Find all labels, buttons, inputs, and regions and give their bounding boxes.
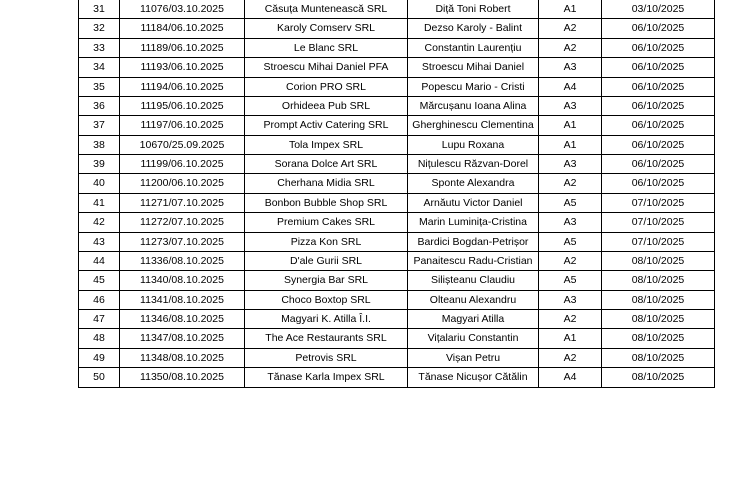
cell-code: A1 (539, 0, 602, 19)
cell-company: Choco Boxtop SRL (245, 290, 408, 309)
cell-code: A2 (539, 310, 602, 329)
cell-code: A5 (539, 271, 602, 290)
cell-date: 08/10/2025 (602, 329, 715, 348)
cell-company: Tola Impex SRL (245, 135, 408, 154)
table-row (79, 174, 715, 193)
table-row (79, 290, 715, 309)
table-row (79, 77, 715, 96)
cell-document: 11336/08.10.2025 (120, 251, 245, 270)
cell-person: Mărcușanu Ioana Alina (408, 96, 539, 115)
cell-company: Magyari K. Atilla Î.I. (245, 310, 408, 329)
cell-nr: 48 (79, 329, 120, 348)
cell-document: 10670/25.09.2025 (120, 135, 245, 154)
registry-table (78, 0, 715, 388)
table-row (79, 58, 715, 77)
cell-code: A3 (539, 213, 602, 232)
cell-person: Panaitescu Radu-Cristian (408, 251, 539, 270)
cell-nr: 49 (79, 348, 120, 367)
cell-document: 11341/08.10.2025 (120, 290, 245, 309)
table-row (79, 251, 715, 270)
cell-date: 06/10/2025 (602, 155, 715, 174)
table-row (79, 193, 715, 212)
table-row (79, 348, 715, 367)
cell-company: The Ace Restaurants SRL (245, 329, 408, 348)
cell-nr: 32 (79, 19, 120, 38)
cell-code: A2 (539, 38, 602, 57)
cell-company: Prompt Activ Catering SRL (245, 116, 408, 135)
cell-company: Synergia Bar SRL (245, 271, 408, 290)
cell-document: 11194/06.10.2025 (120, 77, 245, 96)
cell-document: 11271/07.10.2025 (120, 193, 245, 212)
cell-code: A2 (539, 19, 602, 38)
cell-person: Stroescu Mihai Daniel (408, 58, 539, 77)
cell-nr: 44 (79, 251, 120, 270)
cell-code: A3 (539, 96, 602, 115)
cell-document: 11197/06.10.2025 (120, 116, 245, 135)
cell-document: 11340/08.10.2025 (120, 271, 245, 290)
cell-person: Dezso Karoly - Balint (408, 19, 539, 38)
cell-person: Bardici Bogdan-Petrișor (408, 232, 539, 251)
cell-date: 03/10/2025 (602, 0, 715, 19)
cell-company: Sorana Dolce Art SRL (245, 155, 408, 174)
cell-document: 11273/07.10.2025 (120, 232, 245, 251)
cell-nr: 39 (79, 155, 120, 174)
table-row (79, 135, 715, 154)
cell-company: Corion PRO SRL (245, 77, 408, 96)
cell-company: Petrovis SRL (245, 348, 408, 367)
cell-code: A5 (539, 193, 602, 212)
cell-date: 08/10/2025 (602, 271, 715, 290)
cell-code: A4 (539, 368, 602, 387)
cell-person: Arnăutu Victor Daniel (408, 193, 539, 212)
cell-code: A2 (539, 174, 602, 193)
table-row (79, 213, 715, 232)
cell-person: Magyari Atilla (408, 310, 539, 329)
cell-person: Silișteanu Claudiu (408, 271, 539, 290)
cell-date: 07/10/2025 (602, 193, 715, 212)
table-row (79, 271, 715, 290)
cell-company: Căsuța Muntenească SRL (245, 0, 408, 19)
cell-code: A3 (539, 290, 602, 309)
table-row (79, 96, 715, 115)
table-row (79, 368, 715, 387)
cell-date: 08/10/2025 (602, 348, 715, 367)
cell-nr: 50 (79, 368, 120, 387)
cell-person: Tănase Nicușor Cătălin (408, 368, 539, 387)
cell-nr: 31 (79, 0, 120, 19)
cell-date: 08/10/2025 (602, 290, 715, 309)
cell-document: 11346/08.10.2025 (120, 310, 245, 329)
cell-company: Premium Cakes SRL (245, 213, 408, 232)
cell-person: Gherghinescu Clementina (408, 116, 539, 135)
cell-date: 06/10/2025 (602, 77, 715, 96)
cell-person: Marin Luminița-Cristina (408, 213, 539, 232)
cell-person: Popescu Mario - Cristi (408, 77, 539, 96)
cell-person: Lupu Roxana (408, 135, 539, 154)
cell-nr: 47 (79, 310, 120, 329)
cell-nr: 45 (79, 271, 120, 290)
cell-code: A3 (539, 58, 602, 77)
cell-person: Olteanu Alexandru (408, 290, 539, 309)
cell-company: Pizza Kon SRL (245, 232, 408, 251)
cell-code: A2 (539, 348, 602, 367)
cell-person: Vișan Petru (408, 348, 539, 367)
cell-nr: 46 (79, 290, 120, 309)
cell-nr: 37 (79, 116, 120, 135)
table-row (79, 0, 715, 19)
cell-code: A1 (539, 135, 602, 154)
cell-document: 11195/06.10.2025 (120, 96, 245, 115)
cell-document: 11189/06.10.2025 (120, 38, 245, 57)
cell-nr: 40 (79, 174, 120, 193)
table-row (79, 232, 715, 251)
cell-code: A1 (539, 116, 602, 135)
cell-document: 11347/08.10.2025 (120, 329, 245, 348)
cell-company: Karoly Comserv SRL (245, 19, 408, 38)
cell-nr: 43 (79, 232, 120, 251)
cell-code: A2 (539, 251, 602, 270)
cell-company: Stroescu Mihai Daniel PFA (245, 58, 408, 77)
cell-person: Vițalariu Constantin (408, 329, 539, 348)
cell-document: 11348/08.10.2025 (120, 348, 245, 367)
cell-nr: 33 (79, 38, 120, 57)
cell-date: 06/10/2025 (602, 19, 715, 38)
cell-nr: 36 (79, 96, 120, 115)
cell-date: 06/10/2025 (602, 135, 715, 154)
cell-code: A4 (539, 77, 602, 96)
cell-document: 11184/06.10.2025 (120, 19, 245, 38)
cell-date: 06/10/2025 (602, 38, 715, 57)
cell-document: 11076/03.10.2025 (120, 0, 245, 19)
table-row (79, 329, 715, 348)
table-row (79, 19, 715, 38)
cell-person: Diță Toni Robert (408, 0, 539, 19)
cell-date: 08/10/2025 (602, 310, 715, 329)
table-row (79, 38, 715, 57)
cell-code: A5 (539, 232, 602, 251)
table-row (79, 310, 715, 329)
cell-person: Constantin Laurențiu (408, 38, 539, 57)
cell-company: Bonbon Bubble Shop SRL (245, 193, 408, 212)
cell-document: 11272/07.10.2025 (120, 213, 245, 232)
cell-person: Nițulescu Răzvan-Dorel (408, 155, 539, 174)
cell-date: 06/10/2025 (602, 174, 715, 193)
cell-date: 07/10/2025 (602, 232, 715, 251)
cell-code: A1 (539, 329, 602, 348)
cell-company: D'ale Gurii SRL (245, 251, 408, 270)
table-body (79, 0, 715, 387)
cell-company: Tănase Karla Impex SRL (245, 368, 408, 387)
cell-nr: 41 (79, 193, 120, 212)
cell-code: A3 (539, 155, 602, 174)
cell-person: Sponte Alexandra (408, 174, 539, 193)
cell-nr: 35 (79, 77, 120, 96)
cell-document: 11200/06.10.2025 (120, 174, 245, 193)
cell-nr: 38 (79, 135, 120, 154)
cell-company: Le Blanc SRL (245, 38, 408, 57)
cell-company: Cherhana Midia SRL (245, 174, 408, 193)
cell-nr: 34 (79, 58, 120, 77)
cell-date: 07/10/2025 (602, 213, 715, 232)
cell-date: 06/10/2025 (602, 58, 715, 77)
cell-nr: 42 (79, 213, 120, 232)
cell-date: 06/10/2025 (602, 96, 715, 115)
cell-date: 06/10/2025 (602, 116, 715, 135)
table-row (79, 155, 715, 174)
cell-document: 11350/08.10.2025 (120, 368, 245, 387)
cell-document: 11193/06.10.2025 (120, 58, 245, 77)
cell-date: 08/10/2025 (602, 251, 715, 270)
cell-date: 08/10/2025 (602, 368, 715, 387)
cell-company: Orhideea Pub SRL (245, 96, 408, 115)
table-row (79, 116, 715, 135)
cell-document: 11199/06.10.2025 (120, 155, 245, 174)
